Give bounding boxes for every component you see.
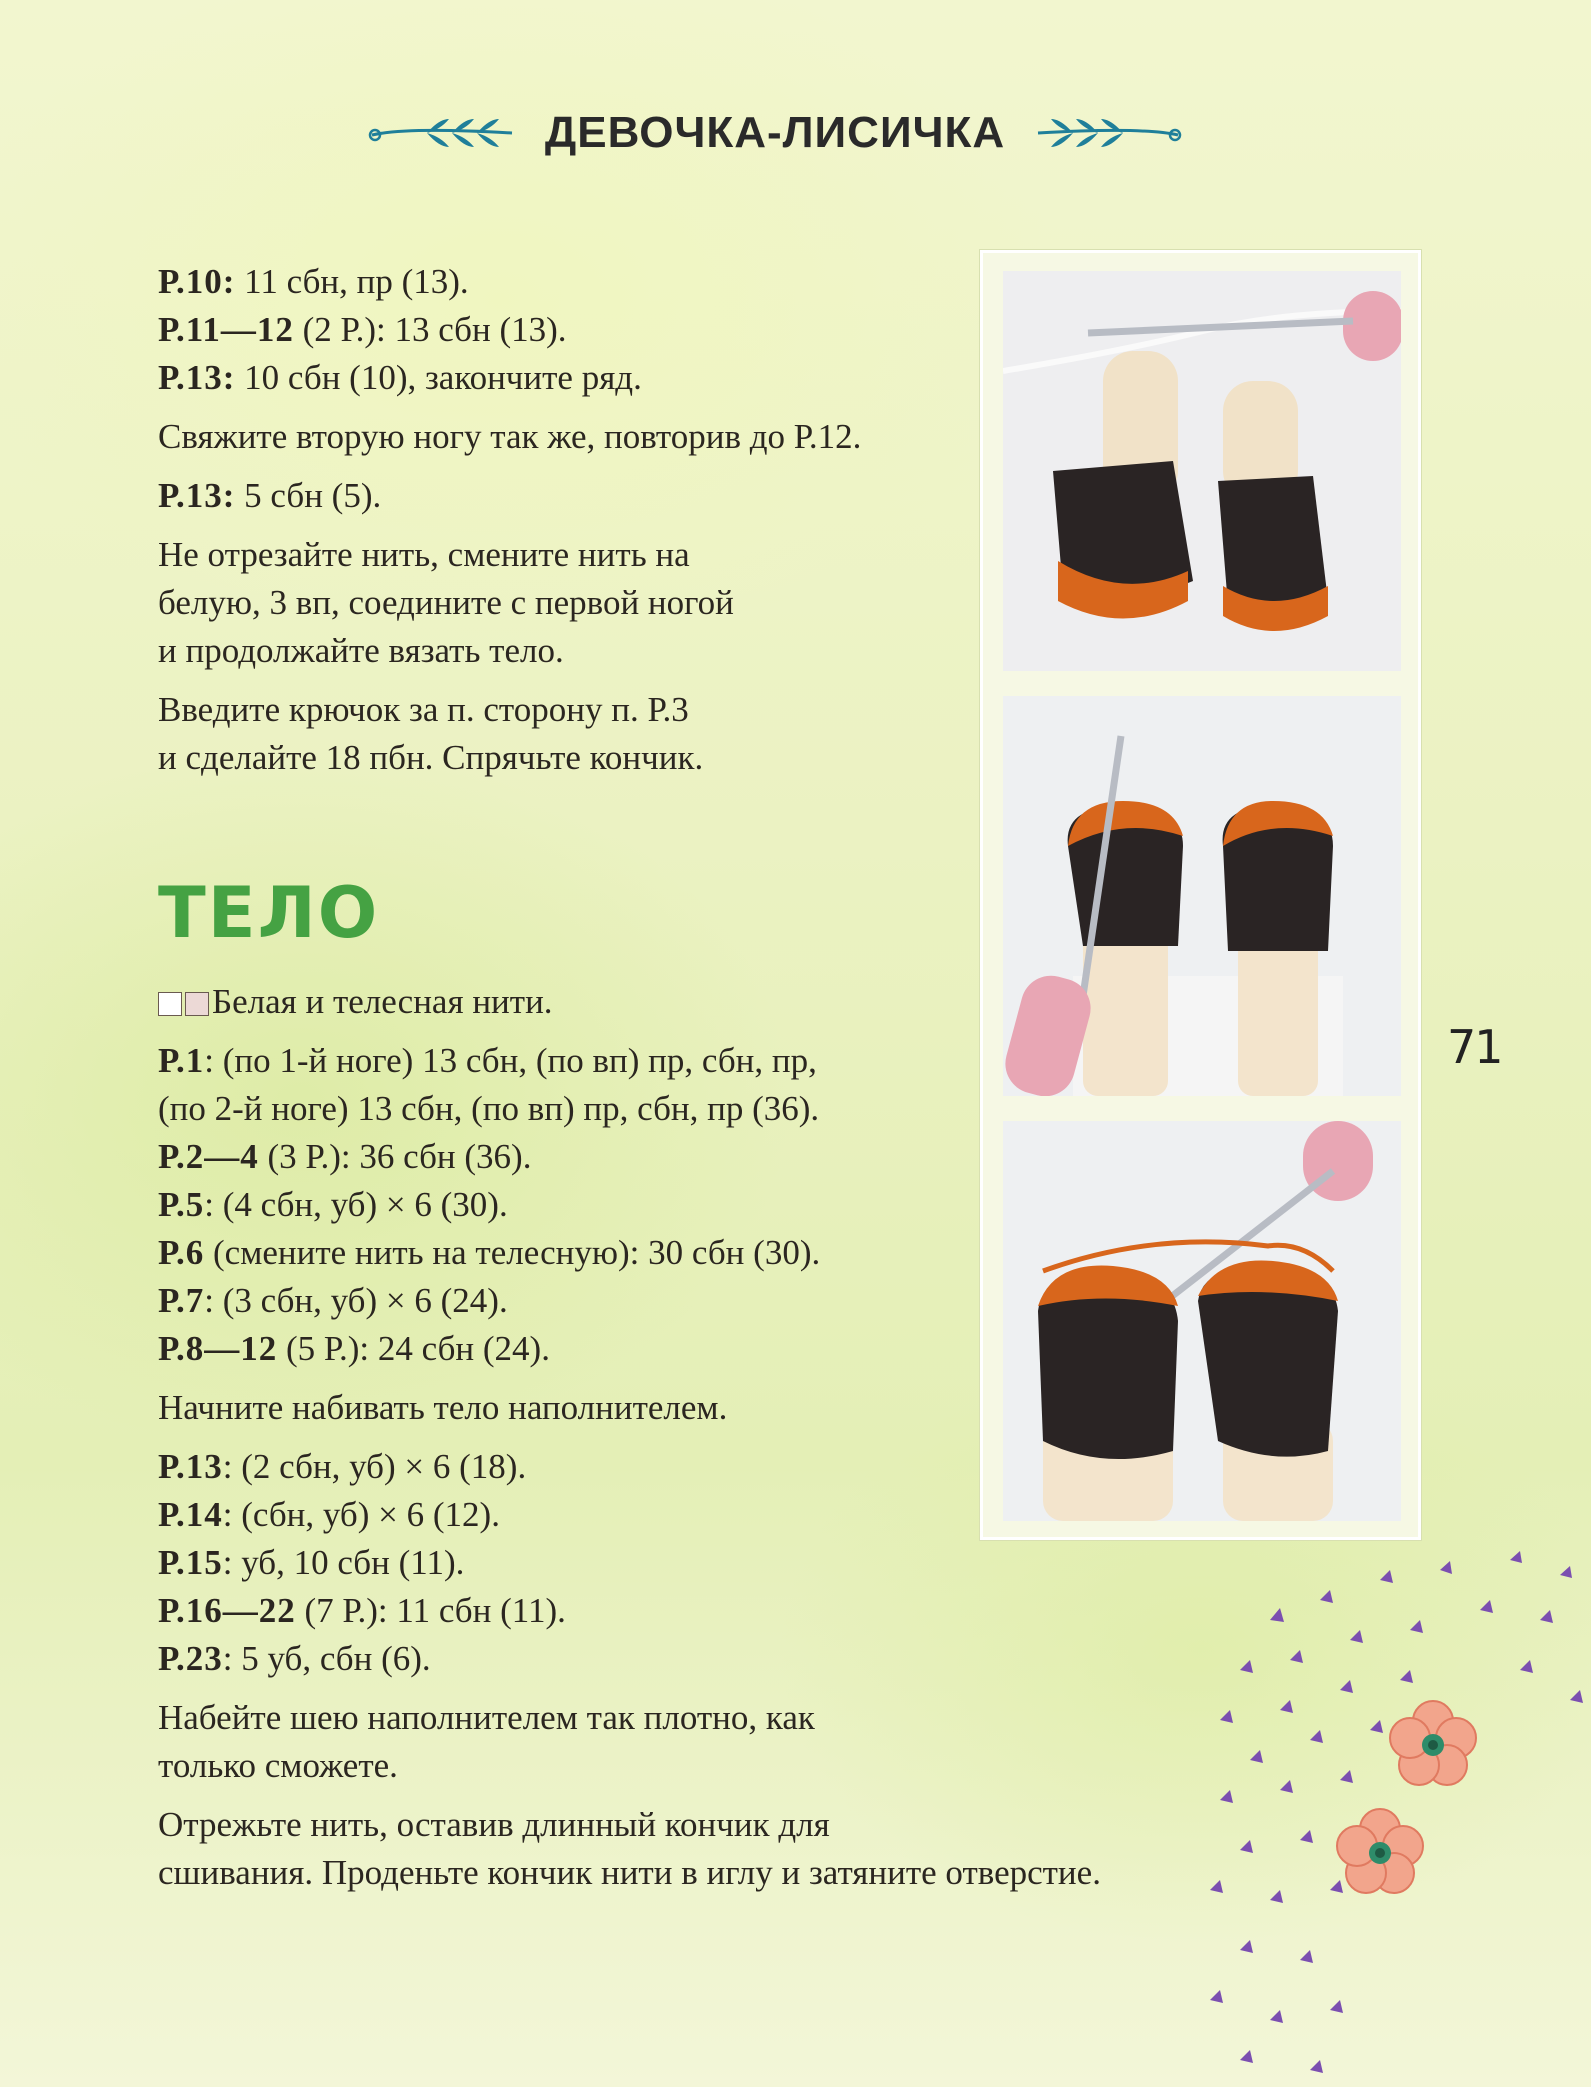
row-line: Р.7: (3 сбн, уб) × 6 (24).: [158, 1281, 508, 1320]
row-line: Р.16—22 (7 Р.): 11 сбн (11).: [158, 1591, 566, 1630]
page-number: 71: [1447, 1020, 1502, 1074]
paragraph: Не отрезайте нить, смените нить на белую, 3 вп, соедините с первой ногой и продолжайте вязать тело.: [158, 535, 734, 670]
body-instructions: [158, 978, 1101, 1897]
row-line: Р.10: 11 сбн, пр (13).: [158, 262, 469, 301]
paragraph: Отрежьте нить, оставив длинный кончик для сшивания. Проденьте кончик нити в иглу и затяните отверстие.: [158, 1805, 1101, 1892]
photo-strip: [980, 250, 1421, 1540]
white-yarn-swatch: [158, 992, 182, 1016]
yarn-note: Белая и телесная нити.: [158, 978, 978, 1026]
decorative-flowers-icon: [1180, 1540, 1591, 2087]
row-line: Р.13: (2 сбн, уб) × 6 (18).: [158, 1447, 527, 1486]
row-line: Р.8—12 (5 Р.): 24 сбн (24).: [158, 1329, 550, 1368]
chapter-title: ДЕВОЧКА-ЛИСИЧКА: [544, 108, 1006, 157]
photo-legs-hook-inserted: [1003, 696, 1401, 1096]
row-line: Р.14: (сбн, уб) × 6 (12).: [158, 1495, 500, 1534]
section-title: ТЕЛО: [158, 872, 380, 954]
flesh-yarn-swatch: [185, 992, 209, 1016]
row-line: Р.1: (по 1-й ноге) 13 сбн, (по вп) пр, сбн, пр, (по 2-й ноге) 13 сбн, (по вп) пр, сбн, пр (36).: [158, 1041, 820, 1128]
leg-instructions: [158, 258, 978, 782]
sprig-right-icon: [1033, 113, 1183, 153]
sprig-left-icon: [367, 113, 517, 153]
row-line: Р.11—12 (2 Р.): 13 сбн (13).: [158, 310, 567, 349]
row-line: Р.13: 5 сбн (5).: [158, 476, 382, 515]
row-line: Р.2—4 (3 Р.): 36 сбн (36).: [158, 1137, 532, 1176]
paragraph: Набейте шею наполнителем так плотно, как только сможете.: [158, 1698, 815, 1785]
photo-legs-joined: [1003, 1121, 1401, 1521]
row-line: Р.5: (4 сбн, уб) × 6 (30).: [158, 1185, 508, 1224]
row-line: Р.15: уб, 10 сбн (11).: [158, 1543, 465, 1582]
row-line: Р.23: 5 уб, сбн (6).: [158, 1639, 431, 1678]
page-header: [0, 108, 1550, 158]
paragraph: Свяжите вторую ногу так же, повторив до Р.12.: [158, 417, 862, 456]
paragraph: Введите крючок за п. сторону п. Р.3 и сделайте 18 пбн. Спрячьте кончик.: [158, 690, 704, 777]
paragraph: Начните набивать тело наполнителем.: [158, 1388, 728, 1427]
row-line: Р.6 (смените нить на телесную): 30 сбн (30).: [158, 1233, 821, 1272]
row-line: Р.13: 10 сбн (10), закончите ряд.: [158, 358, 642, 397]
photo-legs-hook-top: [1003, 271, 1401, 671]
